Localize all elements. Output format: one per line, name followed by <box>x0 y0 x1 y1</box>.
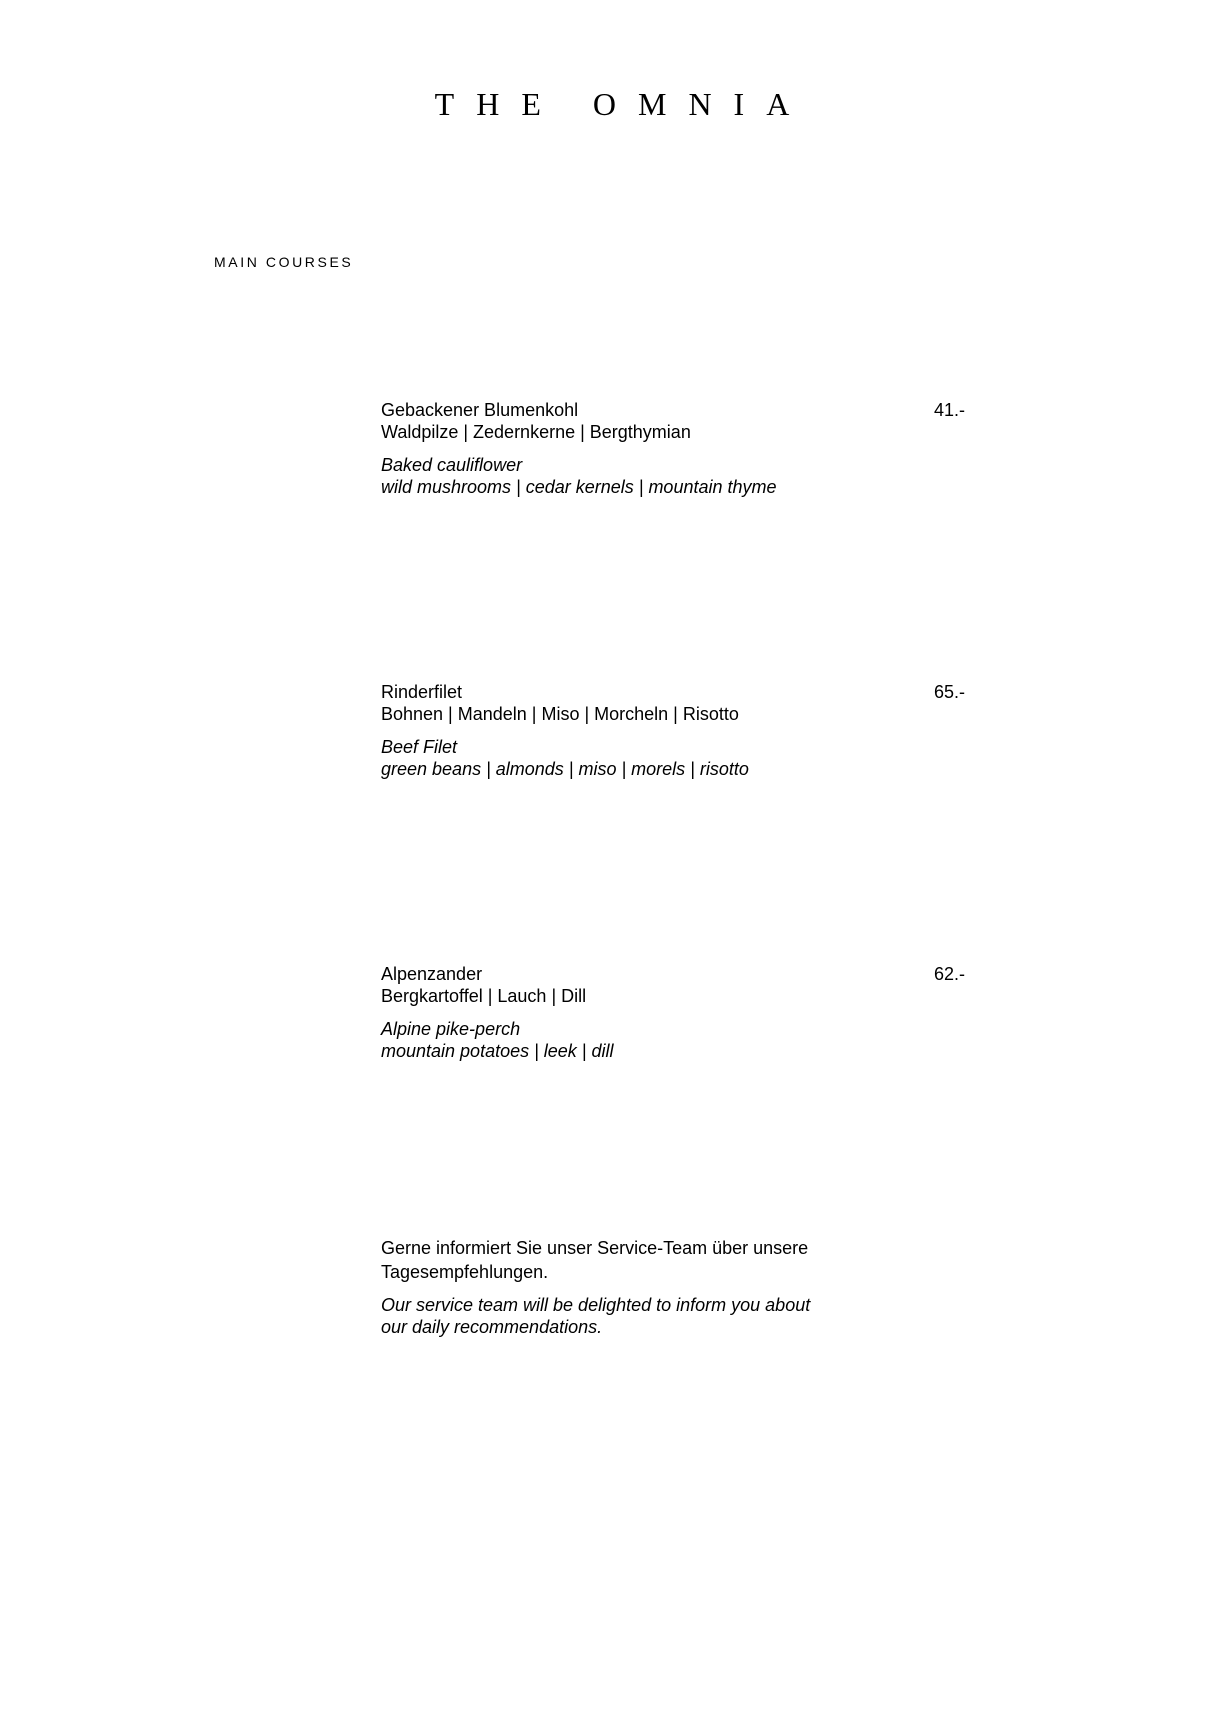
dish-description-en: mountain potatoes | leek | dill <box>381 1041 614 1061</box>
section-title: MAIN COURSES <box>214 254 354 270</box>
dish-name-en: Beef Filet <box>381 737 458 757</box>
dish-name-de: Alpenzander <box>381 964 483 984</box>
dish-description-de: Waldpilze | Zedernkerne | Bergthymian <box>381 422 691 442</box>
dish-description-de: Bergkartoffel | Lauch | Dill <box>381 986 587 1006</box>
dish-price: 62.- <box>934 964 966 984</box>
dish-price: 41.- <box>934 400 966 420</box>
menu-item <box>381 399 971 498</box>
dish-name-en: Baked cauliflower <box>381 455 523 475</box>
dish-description-de: Bohnen | Mandeln | Miso | Morcheln | Risotto <box>381 704 739 724</box>
menu-item <box>381 963 971 1062</box>
dish-price: 65.- <box>934 682 966 702</box>
dish-description-en: wild mushrooms | cedar kernels | mountain thyme <box>381 477 777 497</box>
dish-name-de: Rinderfilet <box>381 682 463 702</box>
dish-name-en: Alpine pike-perch <box>381 1019 521 1039</box>
note-text-en: Our service team will be delighted to inform you about our daily recommendations. <box>381 1295 811 1337</box>
dish-description-en: green beans | almonds | miso | morels | risotto <box>381 759 749 779</box>
menu-item <box>381 681 971 780</box>
dish-name-de: Gebackener Blumenkohl <box>381 400 579 420</box>
brand-logo: THE OMNIA <box>434 86 812 122</box>
note-text-de: Gerne informiert Sie unser Service-Team über unsere Tagesempfehlungen. <box>381 1238 809 1282</box>
daily-recommendations-note <box>381 1236 841 1338</box>
